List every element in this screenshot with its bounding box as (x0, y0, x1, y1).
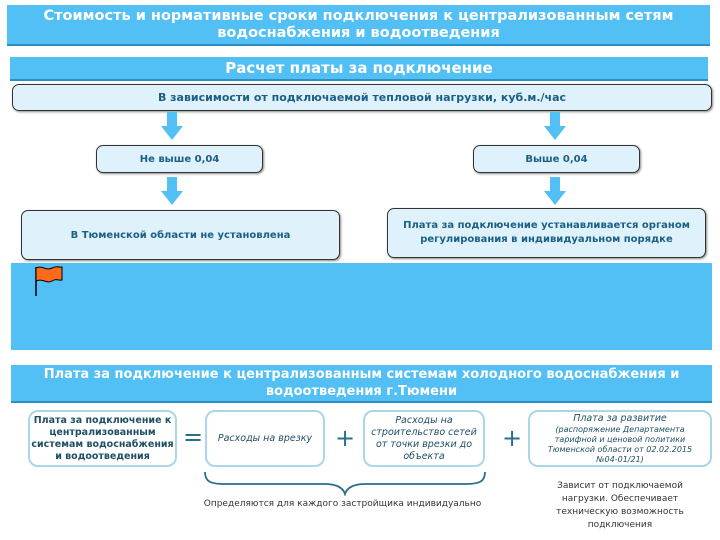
arrow-down-icon (544, 112, 566, 140)
blue-panel (11, 263, 712, 350)
result-left-box: В Тюменской области не установлена (21, 210, 340, 260)
condition-right-box: Выше 0,04 (473, 145, 640, 173)
section-calc-header: Расчет платы за подключение (10, 57, 708, 81)
plus-sign: + (335, 424, 356, 452)
equals-sign: = (183, 423, 204, 451)
development-fee-order: (распоряжение Департамента тарифной и ценовой политики Тюменской области от 02.02.2015 №04-01/21) (547, 424, 693, 464)
result-right-box: Плата за подключение устанавливается органом регулирования в индивидуальном порядке (387, 208, 706, 258)
development-fee-title: Плата за развитие (573, 412, 667, 424)
condition-left-box: Не выше 0,04 (96, 145, 263, 173)
brace-icon (203, 470, 487, 496)
section-tyumen-header: Плата за подключение к централизованным системам холодного водоснабжения и водоотведения г.Тюмени (11, 365, 712, 403)
development-fee-note: Зависит от подключаемой нагрузки. Обеспечивает техническую возможность подключения (556, 481, 684, 530)
flag-icon (33, 265, 65, 297)
formula-term-tapping-box: Расходы на врезку (205, 410, 325, 467)
formula-term-development-box (528, 410, 712, 467)
arrow-down-icon (544, 177, 566, 205)
arrow-down-icon (161, 112, 183, 140)
plus-sign: + (502, 424, 523, 452)
page-title: Стоимость и нормативные сроки подключения к централизованным сетям водоснабжения и водоотведения (7, 5, 710, 46)
formula-total-box: Плата за подключение к централизованным системам водоснабжения и водоотведения (28, 410, 177, 467)
criterion-box: В зависимости от подключаемой тепловой нагрузки, куб.м./час (12, 84, 712, 111)
arrow-down-icon (161, 177, 183, 205)
brace-note: Определяются для каждого застройщика индивидуально (203, 499, 482, 509)
formula-term-network-box: Расходы на строительство сетей от точки врезки до объекта (363, 410, 485, 467)
